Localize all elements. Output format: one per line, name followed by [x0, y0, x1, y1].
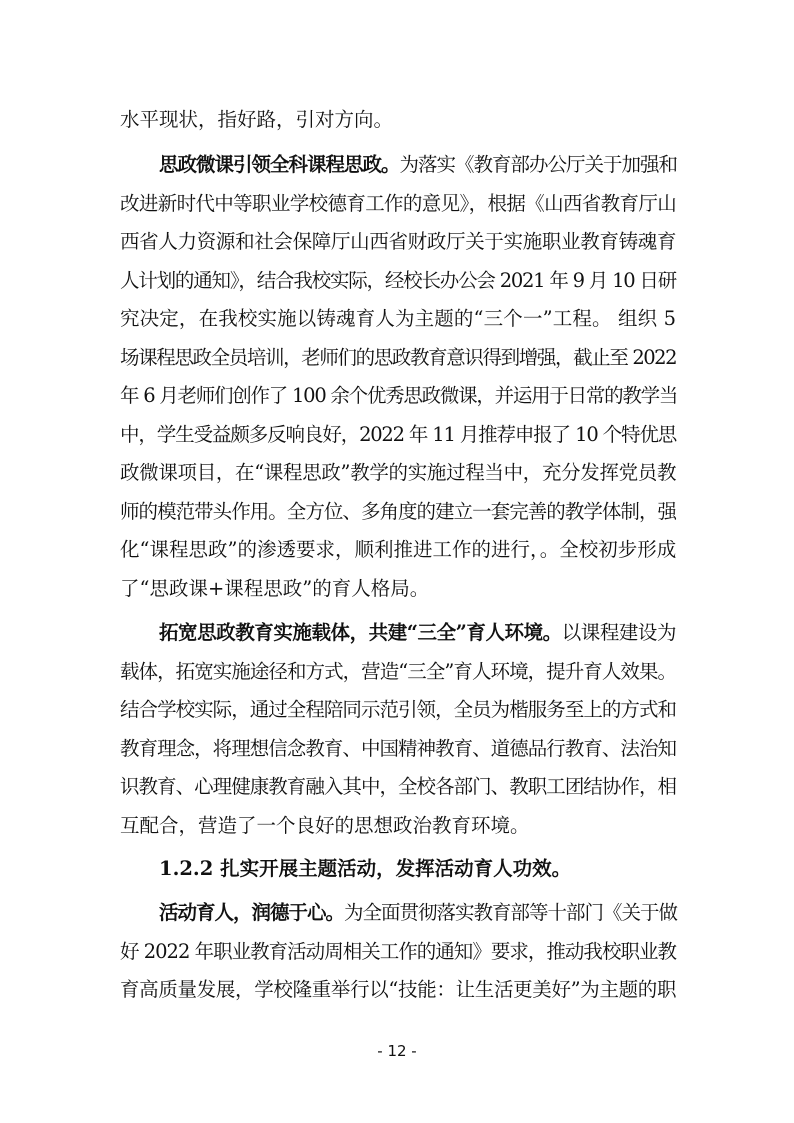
body-line: 人计划的通知》，结合我校实际，经校长办公会 2021 年 9 月 10 日研 — [120, 269, 676, 292]
page-number: - 12 - — [377, 1042, 417, 1060]
paragraph-heading: 拓宽思政教育实施载体，共建“三全”育人环境。 — [159, 621, 562, 644]
paragraph-lead-line — [159, 153, 676, 177]
paragraph-text: 以课程建设为 — [561, 621, 676, 644]
body-line: 究决定，在我校实施以铸魂育人为主题的“三个一”工程。 组织 5 — [120, 307, 676, 330]
body-line: 改进新时代中等职业学校德育工作的意见》，根据《山西省教育厅山 — [120, 192, 676, 215]
body-line: 化“课程思政”的渗透要求，顺利推进工作的进行，。全校初步形成 — [120, 538, 677, 561]
body-line: 育高质量发展，学校隆重举行以“技能：让生活更美好”为主题的职 — [120, 978, 676, 1001]
paragraph-lead-line — [159, 901, 676, 925]
body-line: 水平现状，指好路，引对方向。 — [120, 108, 394, 131]
body-line: 师的模范带头作用。全方位、多角度的建立一套完善的教学体制，强 — [120, 500, 676, 523]
body-line: 西省人力资源和社会保障厅山西省财政厅关于实施职业教育铸魂育 — [120, 230, 676, 253]
body-line: 互配合，营造了一个良好的思想政治教育环境。 — [120, 814, 530, 837]
body-line: 中，学生受益颇多反响良好，2022 年 11 月推荐申报了 10 个特优思 — [120, 423, 676, 446]
body-line: 政微课项目，在“课程思政”教学的实施过程当中，充分发挥党员教 — [120, 461, 676, 484]
paragraph-heading: 活动育人，润德于心。 — [159, 901, 345, 924]
paragraph-text: 为全面贯彻落实教育部等十部门《关于做 — [344, 901, 678, 924]
paragraph-text: 为落实《教育部办公厅关于加强和 — [399, 153, 678, 176]
body-line: 好 2022 年职业教育活动周相关工作的通知》要求，推动我校职业教 — [120, 940, 676, 963]
body-line: 载体，拓宽实施途径和方式，营造“三全”育人环境，提升育人效果。 — [120, 660, 676, 683]
section-heading: 1.2.2 扎实开展主题活动，发挥活动育人功效。 — [159, 857, 572, 880]
paragraph-heading: 思政微课引领全科课程思政。 — [159, 153, 400, 176]
body-line: 了“思政课+课程思政”的育人格局。 — [120, 577, 430, 600]
paragraph-lead-line — [159, 621, 676, 645]
body-line: 教育理念，将理想信念教育、中国精神教育、道德品行教育、法治知 — [120, 737, 676, 760]
body-line: 结合学校实际，通过全程陪同示范引领，全员为楷服务至上的方式和 — [120, 698, 676, 721]
body-line: 场课程思政全员培训，老师们的思政教育意识得到增强，截止至 2022 — [120, 346, 676, 369]
body-line: 识教育、心理健康教育融入其中，全校各部门、教职工团结协作，相 — [120, 775, 676, 798]
body-line: 年 6 月老师们创作了 100 余个优秀思政微课，并运用于日常的教学当 — [120, 384, 678, 407]
